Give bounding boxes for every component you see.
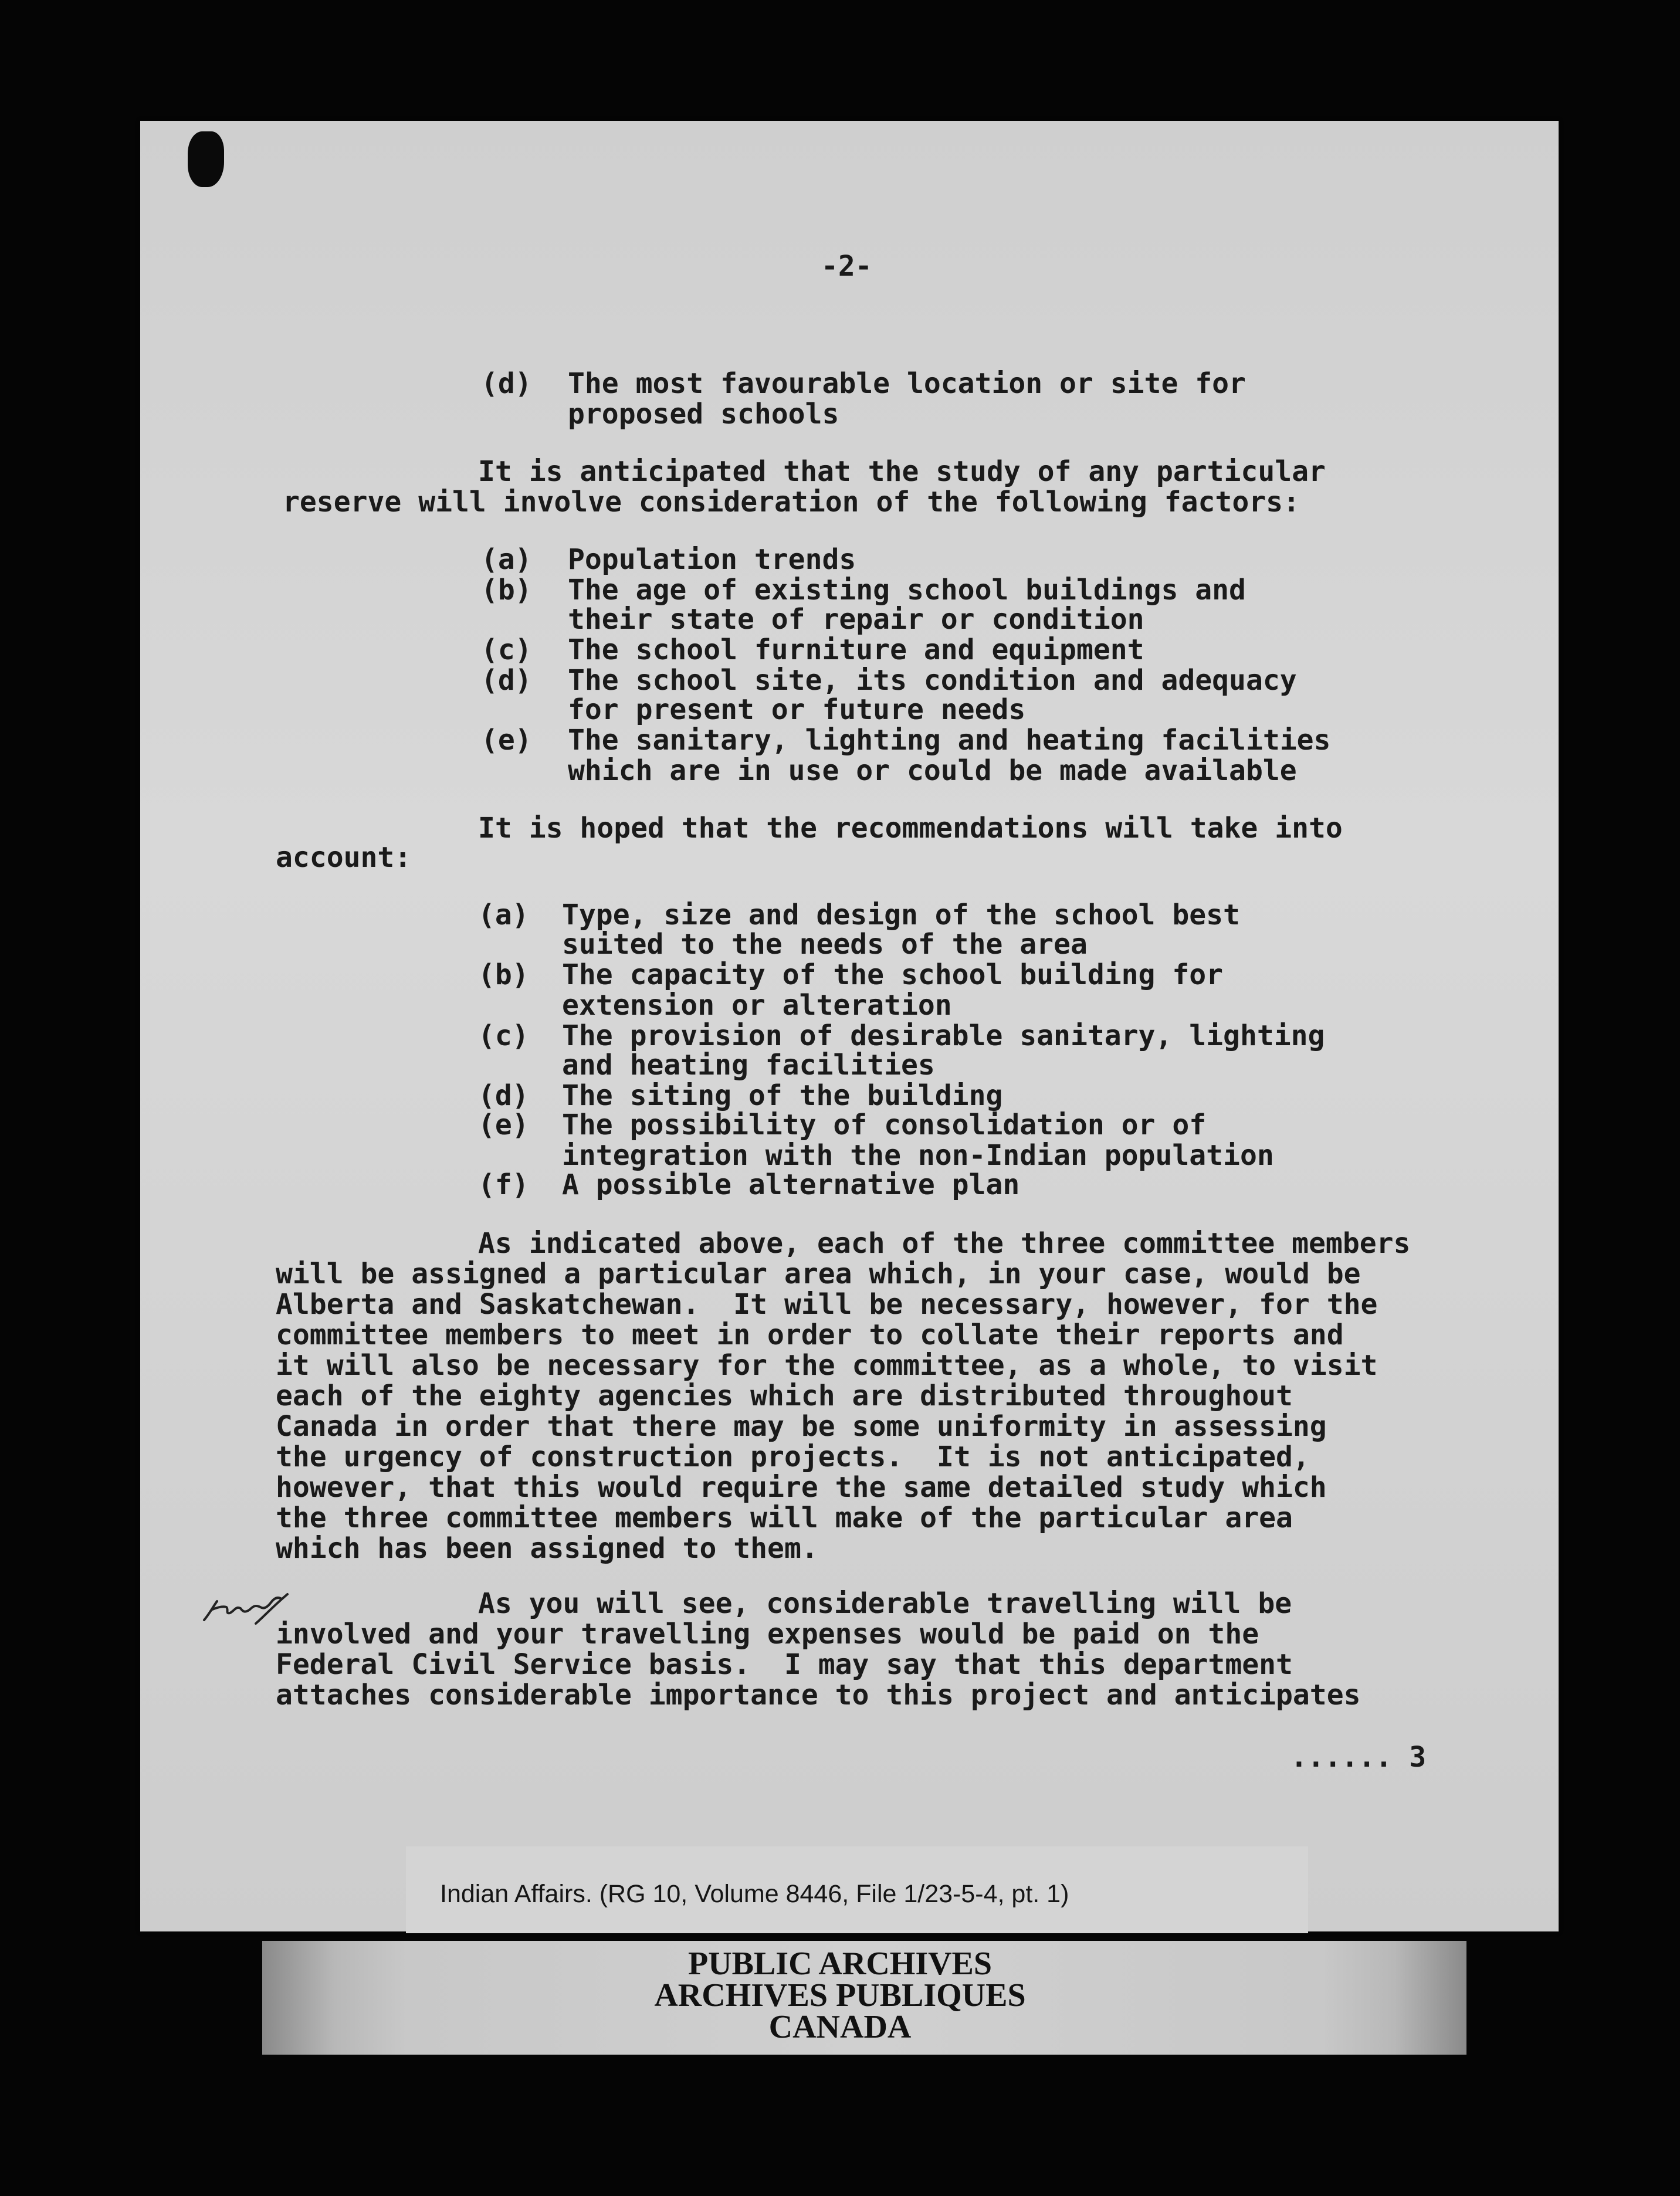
list-item-text: The sanitary, lighting and heating facilities	[568, 724, 1331, 757]
list-item-text: A possible alternative plan	[562, 1168, 1020, 1201]
paragraph-line: committee members to meet in order to collate their reports and	[276, 1319, 1344, 1351]
archive-stamp-line: PUBLIC ARCHIVES	[687, 1946, 993, 1982]
list-item-label: (a)	[481, 543, 532, 576]
paragraph-line: the urgency of construction projects. It is not anticipated,	[276, 1441, 1310, 1473]
list-item-label: (c)	[478, 1019, 529, 1052]
list-item-label: (e)	[478, 1109, 529, 1141]
paragraph-line: it will also be necessary for the committee, as a whole, to visit	[276, 1349, 1378, 1382]
paragraph-line: It is anticipated that the study of any particular	[478, 455, 1326, 488]
continuation-marker: ...... 3	[1291, 1741, 1427, 1774]
archive-stamp-line: CANADA	[768, 2009, 912, 2045]
paragraph-line: involved and your travelling expenses would be paid on the	[276, 1618, 1259, 1651]
paragraph-line: account:	[276, 841, 412, 874]
paragraph-line: however, that this would require the same detailed study which	[276, 1471, 1327, 1504]
paragraph-line: Alberta and Saskatchewan. It will be necessary, however, for the	[276, 1288, 1378, 1321]
list-item-text: their state of repair or condition	[568, 603, 1144, 636]
item-label: (d)	[481, 367, 532, 400]
list-item-text: The siting of the building	[562, 1079, 1003, 1112]
paragraph-line: As indicated above, each of the three committee members	[478, 1227, 1411, 1260]
list-item-label: (f)	[478, 1168, 529, 1201]
list-item-text: The age of existing school buildings and	[568, 574, 1246, 606]
list-item-label: (a)	[478, 899, 529, 931]
list-item-text: The possibility of consolidation or of	[562, 1109, 1207, 1141]
list-item-text: integration with the non-Indian population	[562, 1139, 1274, 1172]
list-item-label: (d)	[481, 664, 532, 697]
list-item-text: which are in use or could be made available	[568, 754, 1297, 787]
paragraph-line: attaches considerable importance to this project and anticipates	[276, 1679, 1361, 1712]
list-item-label: (e)	[481, 724, 532, 757]
paragraph-line: Canada in order that there may be some uniformity in assessing	[276, 1410, 1327, 1443]
list-item-text: Type, size and design of the school best	[562, 899, 1240, 931]
list-item-text: extension or alteration	[562, 989, 952, 1022]
archive-reference: Indian Affairs. (RG 10, Volume 8446, File 1/23-5-4, pt. 1)	[440, 1880, 1069, 1908]
paragraph-line: will be assigned a particular area which, in your case, would be	[276, 1258, 1361, 1290]
paragraph-line: the three committee members will make of the particular area	[276, 1502, 1293, 1534]
paragraph-line: each of the eighty agencies which are distributed throughout	[276, 1380, 1293, 1412]
list-item-text: The school site, its condition and adequacy	[568, 664, 1297, 697]
paragraph-line: which has been assigned to them.	[276, 1532, 818, 1565]
paragraph-line: Federal Civil Service basis. I may say that this department	[276, 1648, 1293, 1681]
list-item-label: (b)	[481, 574, 532, 606]
list-item-label: (c)	[481, 633, 532, 666]
item-text: proposed schools	[568, 398, 839, 431]
list-item-text: The provision of desirable sanitary, lighting	[562, 1019, 1325, 1052]
list-item-text: The school furniture and equipment	[568, 633, 1144, 666]
punch-hole	[188, 131, 224, 187]
list-item-text: and heating facilities	[562, 1049, 935, 1082]
list-item-text: for present or future needs	[568, 693, 1026, 726]
list-item-label: (d)	[478, 1079, 529, 1112]
paragraph-line: It is hoped that the recommendations will take into	[478, 812, 1343, 845]
paragraph-line: As you will see, considerable travelling will be	[478, 1587, 1292, 1620]
list-item-text: suited to the needs of the area	[562, 928, 1088, 961]
archive-stamp-line: ARCHIVES PUBLIQUES	[654, 1977, 1026, 2014]
list-item-text: The capacity of the school building for	[562, 958, 1224, 991]
item-text: The most favourable location or site for	[568, 367, 1246, 400]
page-number: -2-	[821, 250, 872, 283]
paragraph-line: reserve will involve consideration of the following factors:	[283, 486, 1300, 518]
list-item-label: (b)	[478, 958, 529, 991]
list-item-text: Population trends	[568, 543, 856, 576]
